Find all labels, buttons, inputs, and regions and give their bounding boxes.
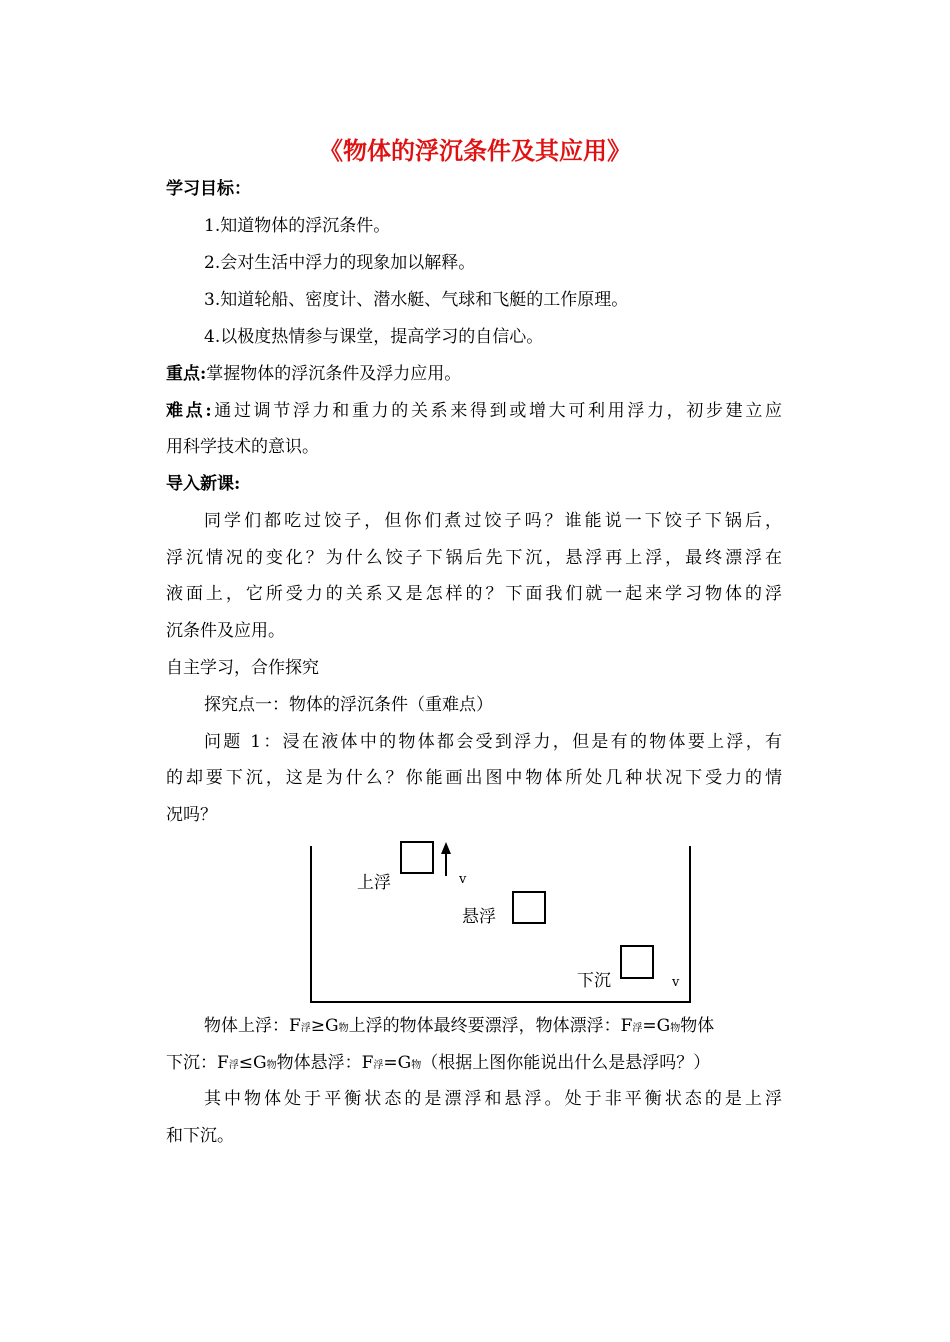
conditions-line-2 [166, 1052, 710, 1077]
sink-suffix: 物体悬浮：F [276, 1053, 374, 1073]
difficulty-text: 通过调节浮力和重力的关系来得到或增大可利用浮力，初步建立应 [211, 401, 783, 421]
float-relation: =G [642, 1016, 671, 1036]
explore-point: 探究点一：物体的浮沉条件（重难点） [204, 695, 493, 715]
question-line: 的却要下沉，这是为什么？你能画出图中物体所处几种状况下受力的情 [166, 768, 782, 788]
intro-line: 同学们都吃过饺子，但你们煮过饺子吗？谁能说一下饺子下锅后， [204, 511, 782, 531]
intro-line: 液面上，它所受力的关系又是怎样的？下面我们就一起来学习物体的浮 [166, 584, 782, 604]
subscript-object: 物 [670, 1023, 681, 1034]
label-sink: 下沉 [577, 971, 611, 991]
objective-item: 3.知道轮船、密度计、潜水艇、气球和飞艇的工作原理。 [204, 290, 629, 310]
self-study-heading: 自主学习，合作探究 [166, 658, 319, 678]
rise-prefix: 物体上浮：F [204, 1016, 301, 1036]
suspend-suffix: （根据上图你能说出什么是悬浮吗？） [421, 1053, 711, 1073]
up-arrow-icon [441, 842, 451, 854]
sinking-block [621, 946, 653, 978]
difficulty-line-2: 用科学技术的意识。 [166, 437, 319, 457]
objective-item: 2.会对生活中浮力的现象加以解释。 [204, 253, 476, 273]
rise-relation: ≥G [310, 1016, 339, 1036]
question-line: 问题 1：浸在液体中的物体都会受到浮力，但是有的物体要上浮，有 [204, 732, 782, 752]
conclusion-line: 和下沉。 [166, 1126, 234, 1146]
intro-heading: 导入新课: [166, 474, 241, 494]
suspended-block [513, 892, 545, 923]
conclusion-line: 其中物体处于平衡状态的是漂浮和悬浮。处于非平衡状态的是上浮 [204, 1089, 782, 1109]
objective-item: 4.以极度热情参与课堂，提高学习的自信心。 [204, 327, 544, 347]
intro-line: 沉条件及应用。 [166, 621, 285, 641]
subscript-float: 浮 [632, 1023, 643, 1034]
subscript-float: 浮 [373, 1060, 384, 1071]
objectives-heading: 学习目标： [166, 179, 251, 199]
objective-item: 1.知道物体的浮沉条件。 [204, 216, 391, 236]
velocity-sink: v [672, 975, 680, 990]
suspend-relation: =G [383, 1053, 412, 1073]
sink-relation: ≤G [238, 1053, 267, 1073]
key-point-text: 掌握物体的浮沉条件及浮力应用。 [206, 364, 462, 384]
difficulty-label: 难点: [166, 401, 212, 421]
question-line: 况吗？ [166, 805, 217, 825]
conditions-line-1 [204, 1015, 714, 1040]
page-title: 《物体的浮沉条件及其应用》 [319, 136, 631, 165]
intro-line: 浮沉情况的变化？为什么饺子下锅后先下沉，悬浮再上浮，最终漂浮在 [166, 548, 782, 568]
label-rise: 上浮 [357, 873, 391, 893]
subscript-object: 物 [338, 1023, 349, 1034]
label-suspend: 悬浮 [462, 907, 496, 927]
sink-prefix: 下沉：F [166, 1053, 229, 1073]
subscript-object: 物 [266, 1060, 277, 1071]
rising-block [401, 842, 433, 873]
key-point-label: 重点: [166, 364, 207, 384]
subscript-object: 物 [411, 1060, 422, 1071]
velocity-rise: v [459, 872, 467, 887]
subscript-float: 浮 [228, 1060, 239, 1071]
float-suffix: 物体 [680, 1016, 715, 1036]
subscript-float: 浮 [300, 1023, 311, 1034]
rise-suffix: 上浮的物体最终要漂浮，物体漂浮：F [348, 1016, 633, 1036]
